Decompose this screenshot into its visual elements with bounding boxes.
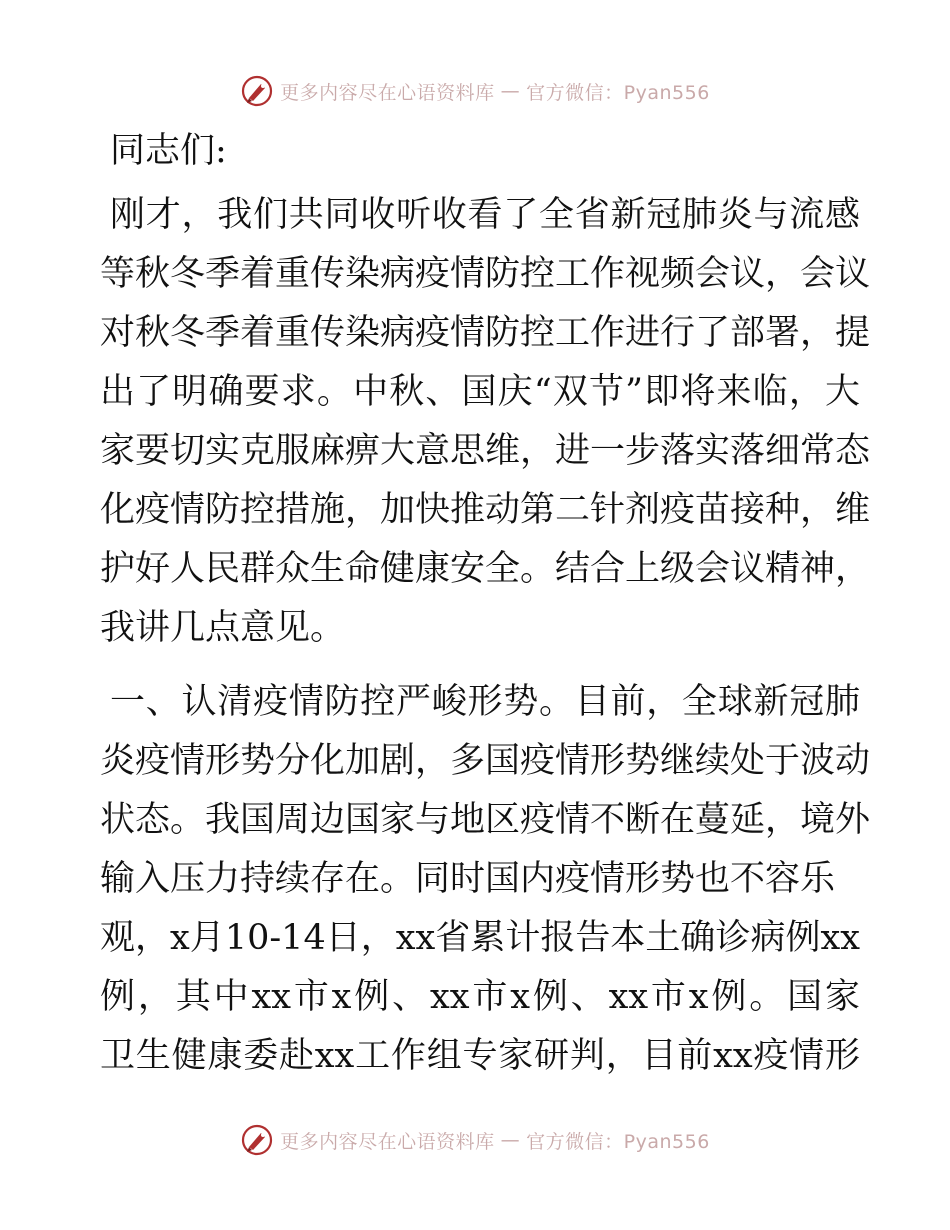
watermark-site-text: 更多内容尽在心语资料库 (280, 1130, 495, 1153)
text-line: 对秋冬季着重传染病疫情防控工作进行了部署，提 (100, 313, 871, 353)
paragraph-1 (100, 186, 871, 658)
paragraph-spacer (100, 658, 860, 673)
text-line: 化疫情防控措施，加快推动第二针剂疫苗接种，维 (100, 490, 871, 530)
watermark-separator: — (500, 1129, 521, 1151)
footer-watermark (0, 1120, 950, 1160)
pen-logo-icon (240, 1123, 274, 1157)
text-line: 护好人民群众生命健康安全。结合上级会议精神， (100, 549, 871, 589)
watermark-wechat-text: 官方微信：Pyan556 (526, 1130, 710, 1153)
watermark-wechat-text: 官方微信：Pyan556 (526, 81, 710, 104)
text-line: 刚才，我们共同收听收看了全省新冠肺炎与流感 (110, 195, 860, 235)
text-line: 等秋冬季着重传染病疫情防控工作视频会议，会议 (100, 254, 871, 294)
text-line: 例，其中xx市x例、xx市x例、xx市x例。国家 (100, 977, 860, 1017)
paragraph-2 (100, 673, 871, 1086)
text-line: 卫生健康委赴xx工作组专家研判，目前xx疫情形 (100, 1036, 860, 1076)
watermark-separator: — (500, 80, 521, 102)
pen-logo-icon (240, 74, 274, 108)
text-line: 输入压力持续存在。同时国内疫情形势也不容乐 (100, 859, 836, 899)
text-line: 观，x月10-14日，xx省累计报告本土确诊病例xx (100, 918, 860, 958)
text-line: 家要切实克服麻痹大意思维，进一步落实落细常态 (100, 431, 871, 471)
text-line: 我讲几点意见。 (100, 608, 346, 648)
greeting: 同志们: (110, 131, 227, 171)
text-line: 炎疫情形势分化加剧，多国疫情形势继续处于波动 (100, 741, 871, 781)
watermark-site-text: 更多内容尽在心语资料库 (280, 81, 495, 104)
document-body (100, 120, 871, 1086)
text-line: 出了明确要求。中秋、国庆“双节”即将来临，大 (100, 372, 860, 412)
text-line: 状态。我国周边国家与地区疫情不断在蔓延，境外 (100, 800, 871, 840)
text-line: 一、认清疫情防控严峻形势。目前，全球新冠肺 (110, 682, 860, 722)
header-watermark (0, 71, 950, 111)
